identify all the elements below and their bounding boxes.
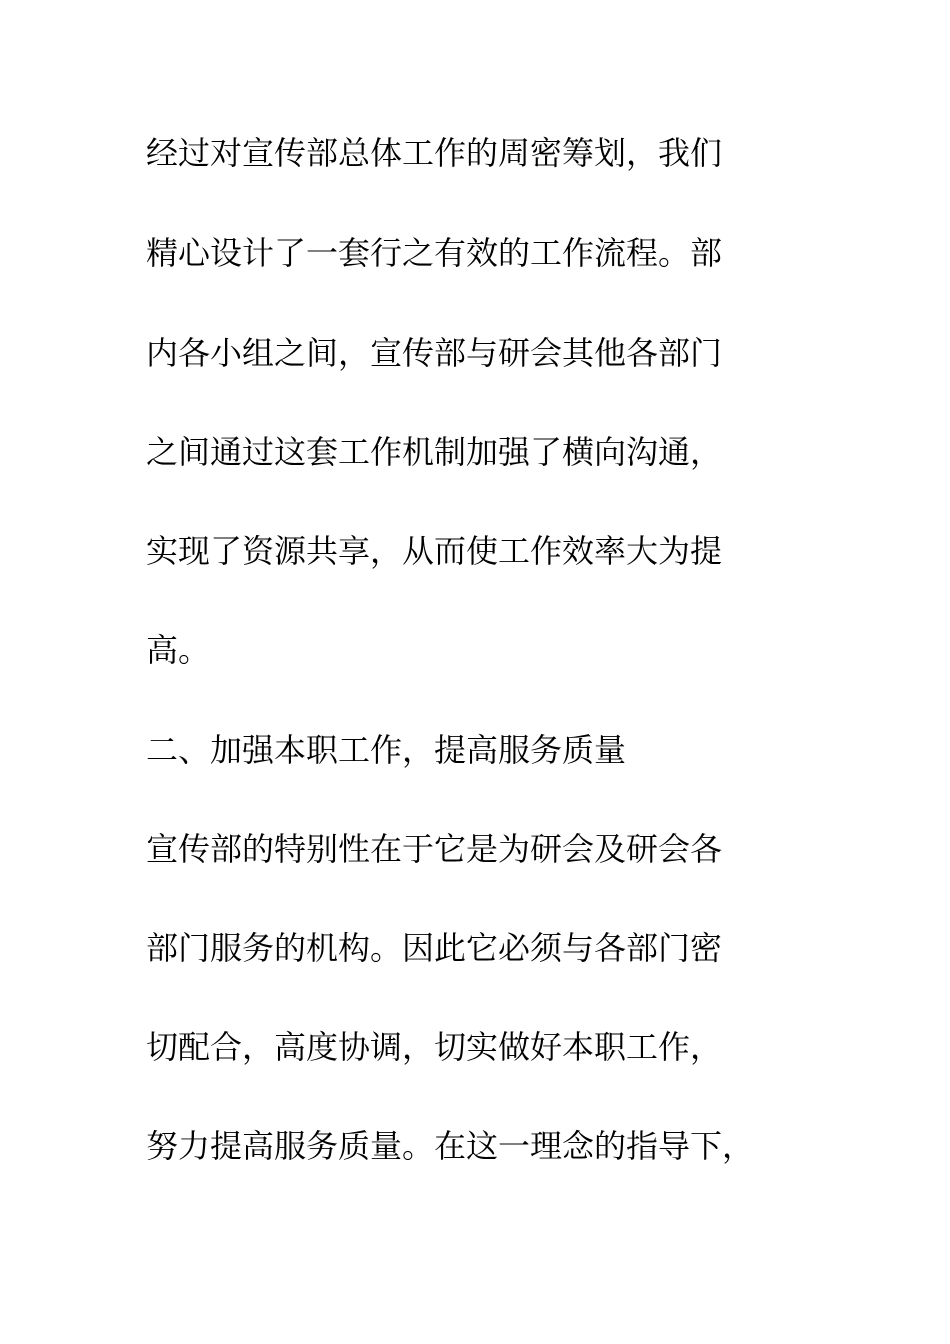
paragraph-line: 努力提高服务质量。在这一理念的指导下， <box>146 1127 755 1165</box>
paragraph-line: 切配合，高度协调，切实做好本职工作， <box>146 1028 723 1066</box>
paragraph-line: 实现了资源共享，从而使工作效率大为提 <box>146 532 723 570</box>
section-heading: 二、加强本职工作，提高服务质量 <box>146 731 627 769</box>
paragraph-line: 宣传部的特别性在于它是为研会及研会各 <box>146 830 723 868</box>
paragraph-line: 内各小组之间，宣传部与研会其他各部门 <box>146 334 723 372</box>
paragraph-line: 之间通过这套工作机制加强了横向沟通， <box>146 433 723 471</box>
paragraph-line: 部门服务的机构。因此它必须与各部门密 <box>146 929 723 967</box>
paragraph-line: 经过对宣传部总体工作的周密筹划，我们 <box>146 134 723 172</box>
paragraph-line: 高。 <box>146 631 211 669</box>
paragraph-line: 精心设计了一套行之有效的工作流程。部 <box>146 234 723 272</box>
